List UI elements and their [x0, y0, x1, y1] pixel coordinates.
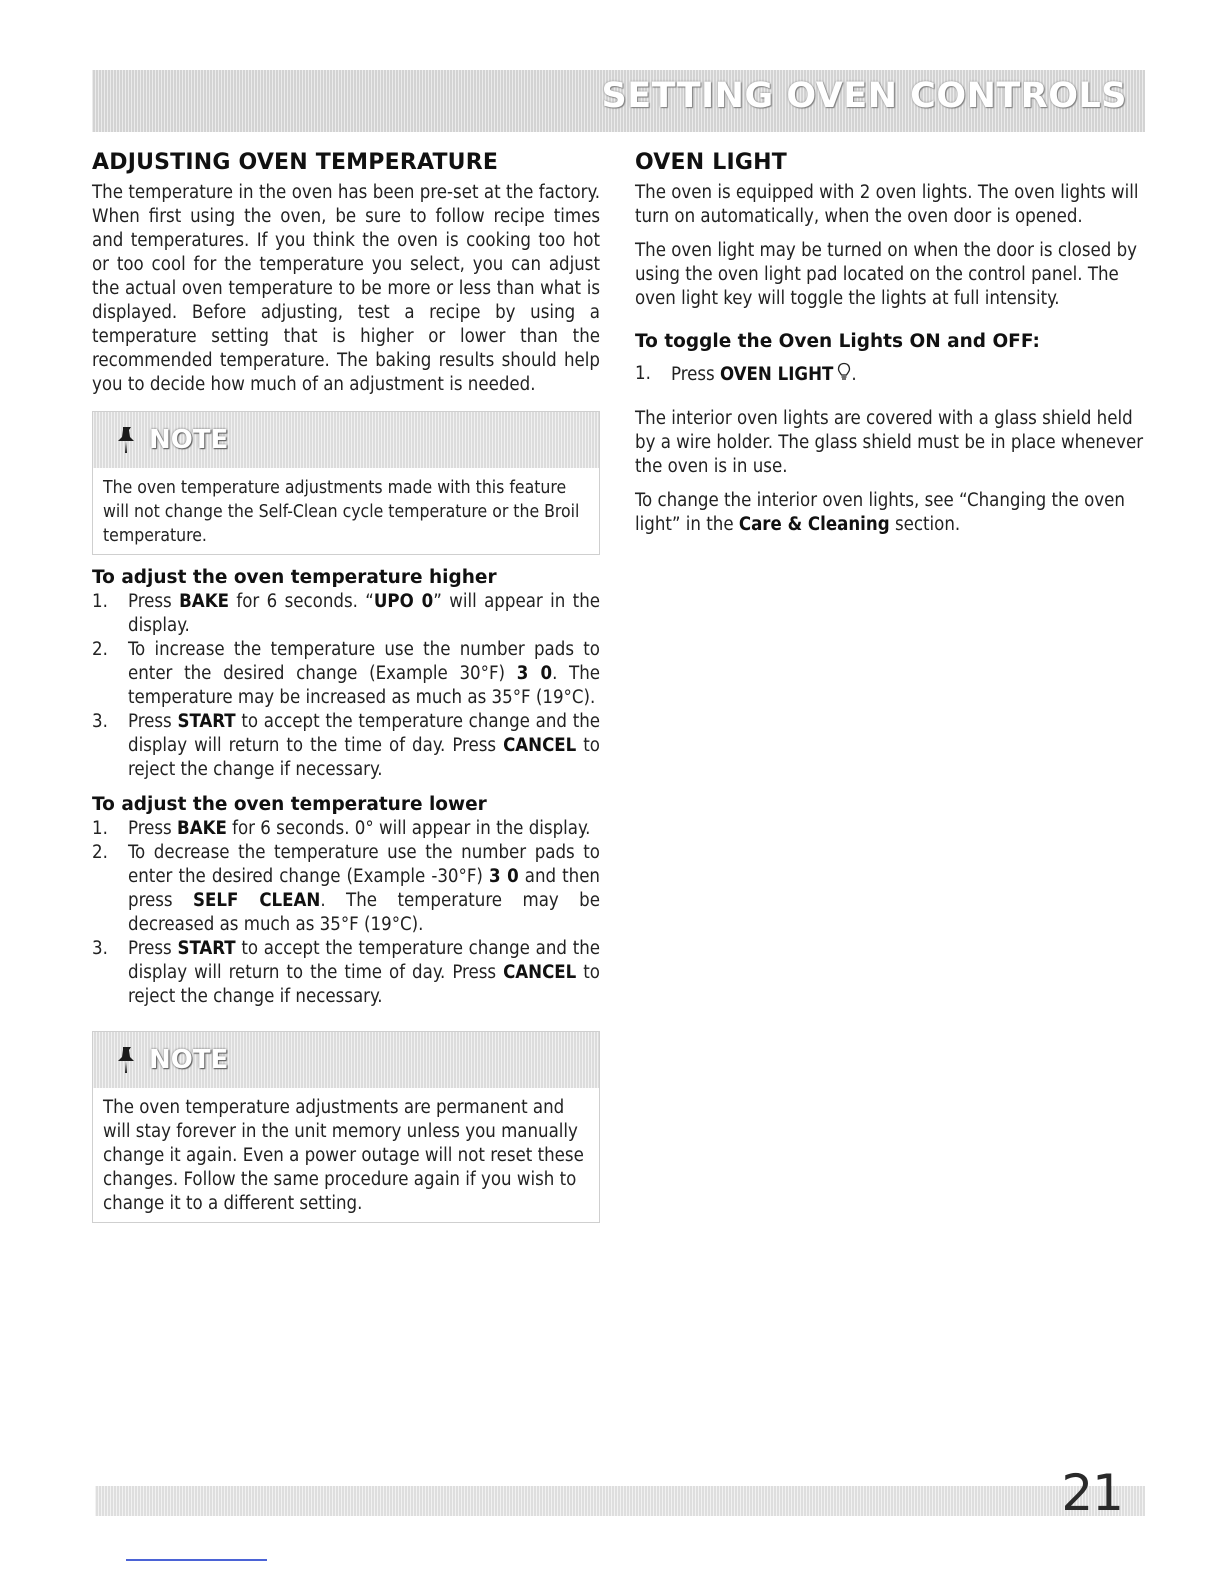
footer-band [95, 1464, 1145, 1522]
note-header [93, 412, 599, 468]
divider-line [126, 1559, 267, 1561]
list-item: 3. Press START to accept the temperature change and the display will return to the time of day. Press CANCEL to reject the change if necessary. [92, 938, 601, 1007]
note-body [93, 1088, 599, 1222]
pushpin-icon [115, 426, 137, 454]
toggle-lights-heading: To toggle the Oven Lights ON and OFF: [635, 331, 1040, 352]
page-number: 21 [1061, 1464, 1123, 1522]
list-item: 2. To decrease the temperature use the number pads to enter the desired change (Example -30°F) 3 0 and then press SELF CLEAN. The temperature may be decreased as much as 35°F (19°C). [92, 842, 600, 935]
pushpin-icon [115, 1046, 137, 1074]
left-column [92, 150, 600, 1235]
oven-light-p2: The oven light may be turned on when the door is closed by using the oven light pad located on the control panel. The oven light key will toggle the lights at full intensity. [635, 240, 1138, 309]
adjust-higher-heading: To adjust the oven temperature higher [92, 567, 497, 588]
list-item: 2. To increase the temperature use the number pads to enter the desired change (Example 30°F) 3 0. The temperature may be increased as much as 35°F (19°C). [92, 639, 601, 708]
note-header [93, 1032, 599, 1088]
section-title: SETTING OVEN CONTROLS [601, 76, 1127, 116]
list-item: 1. Press OVEN LIGHT . [635, 363, 857, 385]
note-box-2 [92, 1031, 600, 1223]
note-label: NOTE [149, 1045, 229, 1075]
oven-light-p4: To change the interior oven lights, see “Changing the oven light” in the Care & Cleaning section. [635, 490, 1125, 535]
oven-light-p1: The oven is equipped with 2 oven lights. The oven lights will turn on automatically, when the oven door is opened. [635, 182, 1139, 227]
adjusting-intro: The temperature in the oven has been pre-set at the factory. When first using the oven, be sure to follow recipe times and temperatures. If you think the oven is cooking too hot or too cool for the temperature you select, you can adjust the actual oven temperature to be more or less than what is displayed. Before adjusting, test a recipe by using a temperature setting that is higher or lower than the recommended temperature. The baking results should help you to decide how much of an adjustment is needed. [92, 182, 600, 395]
note-label: NOTE [149, 425, 229, 455]
adjust-higher-steps [92, 590, 600, 782]
note-body [93, 468, 599, 554]
oven-light-heading: OVEN LIGHT [635, 150, 787, 175]
list-item: 3. Press START to accept the temperature change and the display will return to the time of day. Press CANCEL to reject the change if necessary. [92, 711, 601, 780]
right-column [635, 150, 1145, 547]
adjusting-temperature-heading: ADJUSTING OVEN TEMPERATURE [92, 150, 499, 175]
oven-light-p3: The interior oven lights are covered with a glass shield held by a wire holder. The glass shield must be in place whenever the oven is in use. [635, 408, 1144, 477]
list-item: 1. Press BAKE for 6 seconds. 0° will appear in the display. [92, 818, 591, 839]
note-text: The oven temperature adjustments made with this feature will not change the Self-Clean cycle temperature or the Broil temperature. [103, 478, 580, 546]
note-text: The oven temperature adjustments are permanent and will stay forever in the unit memory unless you manually change it again. Even a power outage will not reset these changes. Follow the same procedure again if you wish to change it to a different setting. [103, 1097, 584, 1214]
note-box-1 [92, 411, 600, 555]
list-item: 1. Press BAKE for 6 seconds. “UPO 0” will appear in the display. [92, 591, 600, 636]
header-band [92, 70, 1145, 132]
adjust-lower-steps [92, 817, 600, 1009]
light-bulb-icon [837, 362, 851, 382]
adjust-lower-heading: To adjust the oven temperature lower [92, 794, 487, 815]
toggle-lights-steps [635, 362, 1145, 387]
